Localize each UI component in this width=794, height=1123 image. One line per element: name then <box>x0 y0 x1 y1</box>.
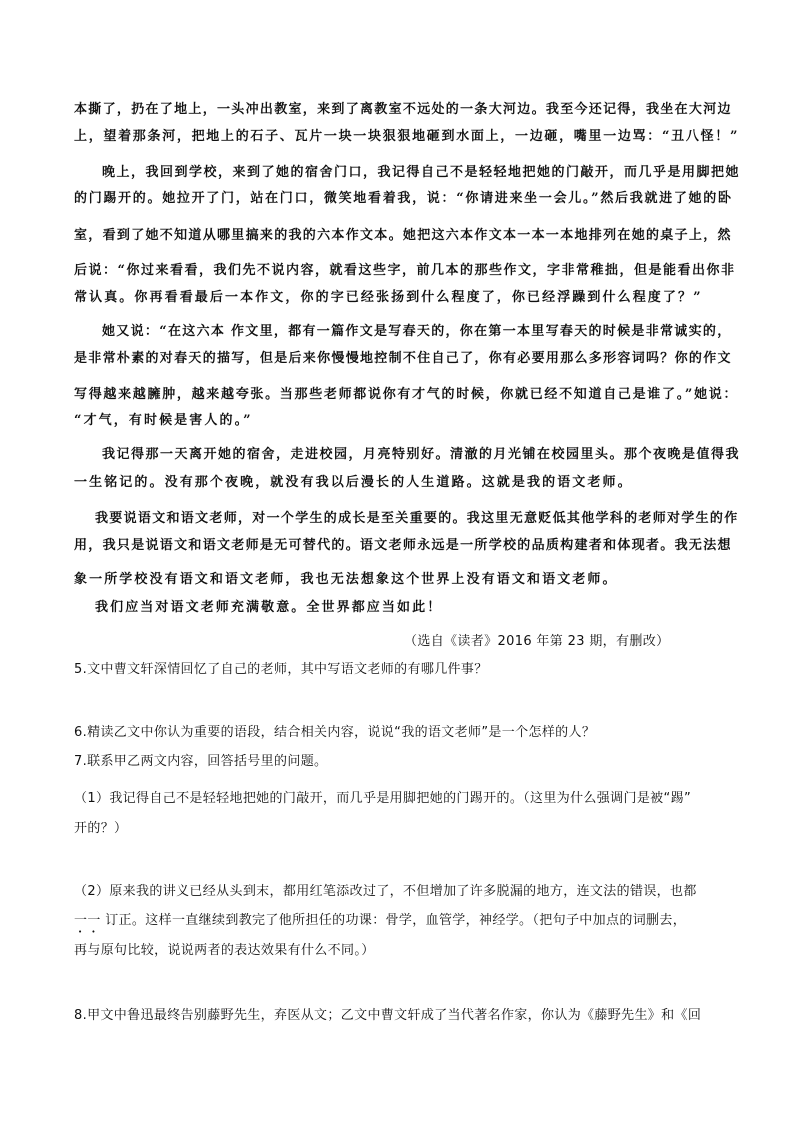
passage-line-5: 室，看到了她不知道从哪里搞来的我的六本作文本。她把这六本作文本一本一本地排列在她的桌子上，然 <box>74 228 732 243</box>
question-8: 8.甲文中鲁迅最终告别藤野先生，弃医从文；乙文中曹文轩成了当代著名作家，你认为《藤野先生》和《回 <box>74 1008 702 1023</box>
passage-line-4: 的门踢开的。她拉开了门，站在门口，微笑地看着我，说：“你请进来坐一会儿。”然后我就进了她的卧 <box>74 191 733 206</box>
passage-line-3: 晚上，我回到学校，来到了她的宿舍门口，我记得自己不是轻轻地把她的门敲开，而几乎是用脚把她 <box>102 165 741 180</box>
question-7-2-line-1: （2）原来我的讲义已经从头到末，都用红笔添改过了，不但增加了许多脱漏的地方，连文法的错误，也都 <box>74 884 697 899</box>
question-7-2-line-2-text: 订正。这样一直继续到教完了他所担任的功课：骨学，血管学，神经学。（把句子中加点的词删去， <box>105 913 687 928</box>
question-7-1-line-2: 开的？） <box>74 821 128 836</box>
question-5: 5.文中曹文轩深情回忆了自己的老师，其中写语文老师的有哪几件事？ <box>74 662 488 677</box>
passage-line-8: 她又说：“在这六本 作文里，都有一篇作文是写春天的，你在第一本里写春天的时候是非常诚实的， <box>102 324 732 339</box>
passage-line-1: 本撕了，扔在了地上，一头冲出教室，来到了离教室不远处的一条大河边。我至今还记得，我坐在大河边 <box>74 102 732 117</box>
passage-line-15: 用，我只是说语文和语文老师是无可替代的。语文老师永远是一所学校的品质构建者和体现者。我无法想 <box>74 538 732 553</box>
passage-line-9: 是非常朴素的对春天的描写，但是后来你慢慢地控制不住自己了，你有必要用那么多形容词吗？你的作文 <box>74 351 732 366</box>
question-7-1-line-1: （1）我记得自己不是轻轻地把她的门敲开，而几乎是用脚把她的门踢开的。（这里为什么强调门是被“踢” <box>74 791 692 806</box>
passage-line-16: 象一所学校没有语文和语文老师，我也无法想象这个世界上没有语文和语文老师。 <box>74 572 618 587</box>
passage-line-10: 写得越来越臃肿，越来越夸张。当那些老师都说你有才气的时候，你就已经不知道自己是谁了。”她说： <box>74 387 739 402</box>
passage-line-14: 我要说语文和语文老师，对一个学生的成长是至关重要的。我这里无意贬低其他学科的老师对学生的作 <box>95 511 739 526</box>
passage-line-11: “才气，有时候是害人的。” <box>74 413 253 428</box>
passage-line-17: 我们应当对语文老师充满敬意。全世界都应当如此！ <box>95 600 443 615</box>
dotted-word: 一一 <box>74 913 101 928</box>
question-6: 6.精读乙文中你认为重要的语段，结合相关内容，说说“我的语文老师”是一个怎样的人？ <box>74 725 596 740</box>
question-7-2-line-3: 再与原句比较，说说两者的表达效果有什么不同。） <box>74 943 375 958</box>
question-7-2-line-2 <box>74 912 686 936</box>
passage-line-7: 常认真。你再看看最后一本作文，你的字已经张扬到什么程度了，你已经浮躁到什么程度了？” <box>74 290 703 305</box>
question-7: 7.联系甲乙两文内容，回答括号里的问题。 <box>74 754 328 769</box>
passage-line-2: 上，望着那条河，把地上的石子、瓦片一块一块狠狠地砸到水面上，一边砸，嘴里一边骂：“丑八怪！” <box>74 129 740 144</box>
passage-line-12: 我记得那一天离开她的宿舍，走进校园，月亮特别好。清澈的月光铺在校园里头。那个夜晚是值得我 <box>102 447 741 462</box>
passage-source: （选自《读者》2016 年第 23 期，有删改） <box>404 634 670 649</box>
passage-line-6: 后说：“你过来看看，我们先不说内容，就看这些字，前几本的那些作文，字非常稚拙，但是能看出你非 <box>74 263 736 278</box>
passage-line-13: 一生铭记的。没有那个夜晚，就没有我以后漫长的人生道路。这就是我的语文老师。 <box>74 475 633 490</box>
